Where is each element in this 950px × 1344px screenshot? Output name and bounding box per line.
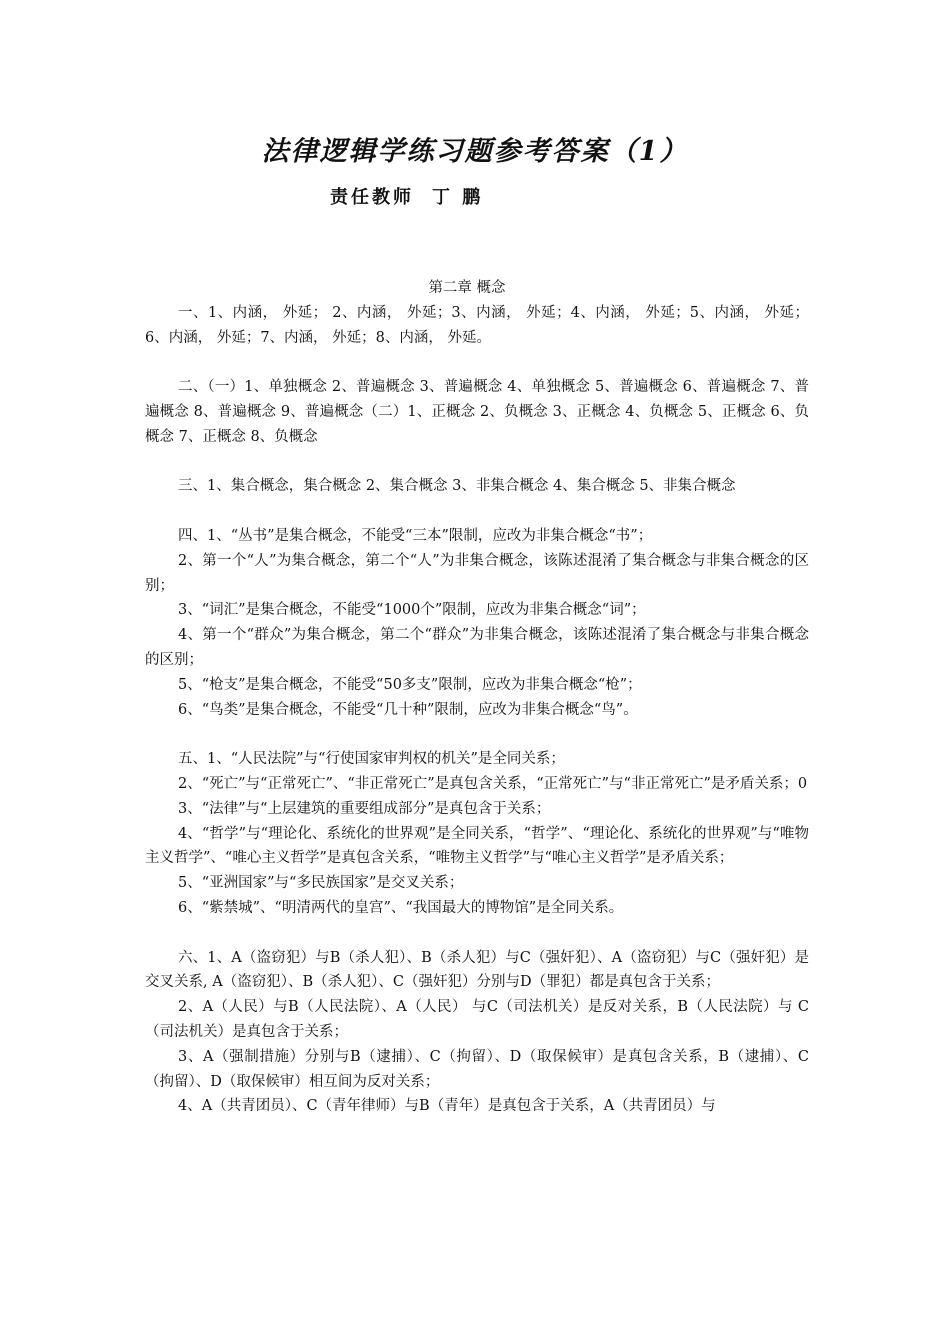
paragraph: 2、“死亡”与“正常死亡”、“非正常死亡”是真包含关系，“正常死亡”与“非正常死亡”是矛盾关系；0 (178, 775, 808, 792)
paragraph: 6、“鸟类”是集合概念，不能受“几十种”限制，应改为非集合概念“鸟”。 (178, 701, 638, 718)
paragraph: 3、“法律”与“上层建筑的重要组成部分”是真包含于关系； (178, 800, 551, 817)
paragraph: 4、第一个“群众”为集合概念，第二个“群众”为非集合概念，该陈述混淆了集合概念与非集合概念的区别； (145, 627, 809, 668)
author-label: 责任教师 (330, 187, 414, 208)
paragraph: 一、1、内涵， 外延； 2、内涵， 外延；3、内涵， 外延；4、内涵， 外延；5、内涵， 外延；6、内涵， 外延；7、内涵， 外延；8、内涵， 外延。 (145, 304, 809, 346)
paragraph: 三、1、集合概念，集合概念 2、集合概念 3、非集合概念 4、集合概念 5、非集合概念 (178, 478, 736, 495)
author-name: 丁 鹏 (432, 187, 484, 208)
section-4 (145, 524, 809, 722)
section-6 (145, 946, 809, 1120)
paragraph: 5、“亚洲国家”与“多民族国家”是交叉关系； (178, 875, 464, 892)
paragraph: 4、A（共青团员）、C（青年律师）与B（青年）是真包含于关系，A（共青团员）与 (178, 1098, 716, 1115)
paragraph: 3、A（强制措施）分别与B（逮捕）、C（拘留）、D（取保候审）是真包含关系，B（逮捕）、C（拘留）、D（取保候审）相互间为反对关系； (145, 1048, 809, 1090)
paragraph: 六、1、A（盗窃犯）与B（杀人犯）、B（杀人犯）与C（强奸犯）、A（盗窃犯）与C（强奸犯）是交叉关系, A（盗窃犯）、B（杀人犯）、C（强奸犯）分别与D（罪犯）都是真包含于关系； (145, 949, 809, 991)
paragraph: 五、1、“人民法院”与“行使国家审判权的机关”是全同关系； (178, 751, 565, 768)
paragraph: 2、第一个“人”为集合概念，第二个“人”为非集合概念，该陈述混淆了集合概念与非集合概念的区别； (145, 552, 809, 594)
author-line (330, 184, 483, 212)
section-1 (145, 301, 809, 351)
document-title: 法律逻辑学练习题参考答案（1） (261, 136, 689, 167)
paragraph: 3、“词汇”是集合概念，不能受“1000个”限制，应改为非集合概念“词”； (178, 602, 646, 619)
section-3 (145, 474, 809, 499)
paragraph: 4、“哲学”与“理论化、系统化的世界观”是全同关系，“哲学”、“理论化、系统化的世界观”与“唯物主义哲学”、“唯心主义哲学”是真包含关系，“唯物主义哲学”与“唯心主义哲学”是矛盾关系； (145, 825, 809, 867)
section-2 (145, 375, 809, 449)
paragraph: 6、“紫禁城”、“明清两代的皇宫”、“我国最大的博物馆”是全同关系。 (178, 899, 624, 916)
section-5 (145, 747, 809, 921)
paragraph: 四、1、“丛书”是集合概念，不能受“三本”限制，应改为非集合概念“书”； (178, 527, 653, 544)
chapter-heading: 第二章 概念 (428, 280, 506, 296)
paragraph: 二、（一）1、单独概念 2、普遍概念 3、普遍概念 4、单独概念 5、普遍概念 6、普遍概念 7、普遍概念 8、普遍概念 9、普遍概念（二）1、正概念 2、负概念 3、正概念 4、负概念 5、正概念 6、负概念 7、正概念 8、负概念 (145, 379, 809, 445)
paragraph: 2、A（人民）与B（人民法院）、A（人民） 与C（司法机关）是反对关系，B（人民法院）与 C（司法机关）是真包含于关系； (145, 999, 809, 1040)
document-body (145, 276, 809, 1119)
paragraph: 5、“枪支”是集合概念，不能受“50多支”限制，应改为非集合概念“枪”； (178, 676, 642, 693)
